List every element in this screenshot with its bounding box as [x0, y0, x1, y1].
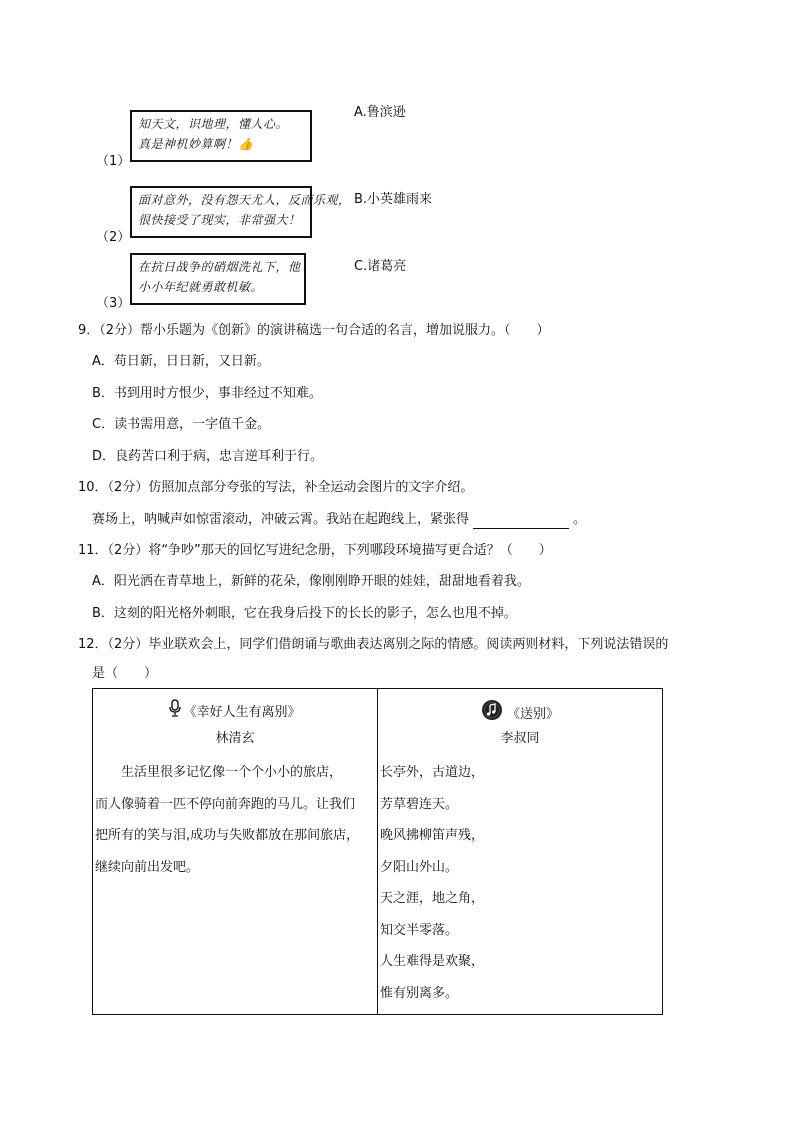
prose-line: 而人像骑着一匹不停向前奔跑的马儿。让我们	[95, 796, 356, 812]
handwritten-line: 很快接受了现实，非常强大！	[138, 213, 301, 227]
handwritten-card-2	[130, 186, 351, 238]
match-option-c: C.诸葛亮	[354, 259, 407, 274]
poem-line: 晚风拂柳笛声残，	[380, 828, 485, 843]
match-option-a: A.鲁滨逊	[354, 105, 406, 120]
handwritten-line: 在抗日战争的硝烟洗礼下，他	[138, 260, 301, 274]
q10-text-before: 赛场上，呐喊声如惊雷滚动，冲破云霄。我站在起跑线上，紧张得	[92, 512, 470, 527]
material-right-author: 李叔同	[500, 731, 540, 746]
prose-line: 生活里很多记忆像一个个小小的旅店，	[121, 765, 343, 780]
match-option-b: B.小英雄雨来	[354, 192, 433, 207]
poem-line: 天之涯，地之角，	[380, 891, 485, 906]
q9-option-d: D．良药苦口利于病，忠言逆耳利于行。	[92, 449, 324, 464]
prose-line: 继续向前出发吧。	[95, 859, 200, 875]
q10-text-after: 。	[573, 512, 587, 527]
material-left-title-row	[93, 699, 377, 723]
q12-stem-line1: 12．（2分）毕业联欢会上，同学们借朗诵与歌曲表达离别之际的情感。阅读两则材料，下列说法错误的	[78, 637, 669, 652]
material-right-title-row	[378, 699, 662, 723]
handwritten-line: 真是神机妙算啊！👍	[138, 137, 254, 151]
q9-stem: 9．（2分）帮小乐题为《创新》的演讲稿选一句合适的名言，增加说服力。（ ）	[78, 323, 550, 338]
materials-table	[92, 688, 663, 1015]
match-number-2: （2）	[96, 230, 131, 245]
microphone-icon	[169, 699, 181, 726]
handwritten-line: 面对意外，没有怨天尤人，反而乐观，	[138, 193, 351, 207]
match-number-3: （3）	[96, 296, 131, 311]
q12-stem-line2: 是（ ）	[92, 666, 158, 681]
q11-option-a: A．阳光洒在青草地上，新鲜的花朵，像刚刚睁开眼的娃娃，甜甜地看着我。	[92, 574, 530, 589]
material-left-title: 《幸好人生有离别》	[183, 705, 301, 720]
q9-option-b: B．书到用时方恨少，事非经过不知难。	[92, 386, 322, 401]
music-disc-icon	[481, 699, 503, 730]
match-number-1: （1）	[96, 154, 131, 169]
q9-option-a: A．苟日新，日日新，又日新。	[92, 354, 270, 369]
q11-option-b: B．这刻的阳光格外刺眼，它在我身后投下的长长的影子，怎么也甩不掉。	[92, 606, 517, 621]
material-right-cell	[378, 689, 663, 1015]
q9-option-c: C．读书需用意，一字值千金。	[92, 417, 271, 432]
poem-line: 长亭外，古道边，	[380, 765, 485, 780]
material-left-cell	[93, 689, 378, 1015]
poem-line: 夕阳山外山。	[380, 859, 459, 875]
prose-line: 把所有的笑与泪,成功与失败都放在那间旅店，	[95, 828, 360, 843]
handwritten-card-1	[130, 110, 312, 162]
q10-fill-line	[92, 511, 586, 529]
q11-stem: 11．（2分）将“争吵”那天的回忆写进纪念册，下列哪段环境描写更合适？（ ）	[78, 543, 552, 558]
material-right-poem	[378, 757, 662, 1009]
handwritten-line: 知天文，识地理，懂人心。	[138, 117, 289, 131]
material-left-author: 林清玄	[215, 731, 255, 746]
handwritten-line: 小小年纪就勇敢机敏。	[138, 280, 264, 294]
q10-answer-blank[interactable]	[473, 514, 569, 529]
material-right-title: 《送别》	[506, 707, 559, 722]
q10-stem: 10．（2分）仿照加点部分夸张的写法，补全运动会图片的文字介绍。	[78, 480, 474, 495]
handwritten-card-3	[130, 253, 306, 305]
poem-line: 惟有别离多。	[380, 985, 459, 1001]
poem-line: 芳草碧连天。	[380, 796, 459, 812]
material-left-text	[93, 757, 377, 883]
poem-line: 知交半零落。	[380, 922, 459, 938]
poem-line: 人生难得是欢聚，	[380, 954, 485, 969]
